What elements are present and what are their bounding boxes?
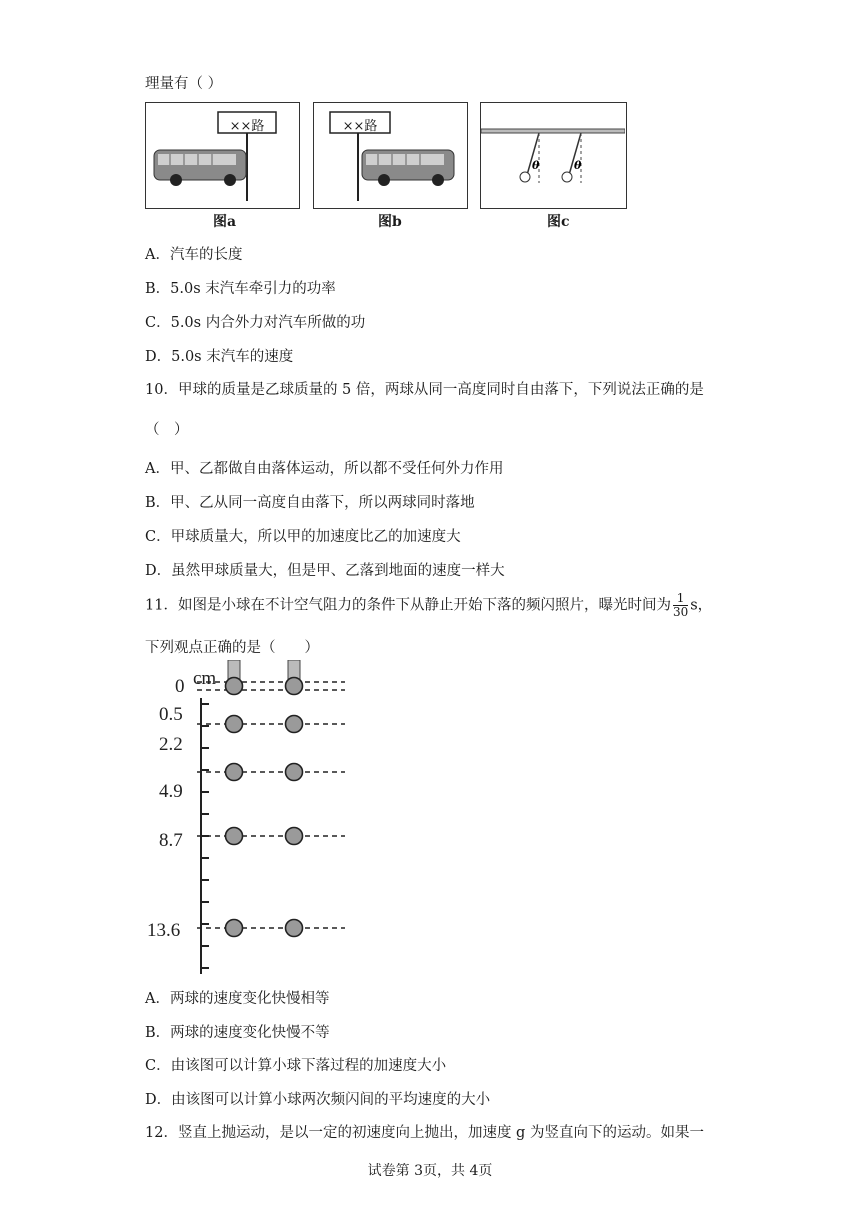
figure-b-caption: 图b [378,214,402,230]
scale-label-2.2: 2.2 [159,734,183,755]
route-sign-label: ××路 [229,119,265,134]
strobe-photo-figure [145,660,355,978]
scale-label-8.7: 8.7 [159,830,183,851]
q11-stem-part2: s， [690,597,713,614]
ball-b-frame-4 [286,920,303,937]
scale-label-0.5: 0.5 [159,704,183,725]
q9-option-d: D．5.0s 末汽车的速度 [145,349,294,365]
pendulum-figure [481,103,625,207]
exposure-fraction [673,592,688,619]
ball-a-frame-2 [226,764,243,781]
question-10-paren: （ ） [145,422,189,438]
theta-label-right: θ [574,159,582,172]
unit-label: cm [193,668,217,689]
figure-c-caption: 图c [547,214,570,230]
q11-option-c: C．由该图可以计算小球下落过程的加速度大小 [145,1058,447,1074]
q10-option-c: C．甲球质量大，所以甲的加速度比乙的加速度大 [145,529,461,545]
fraction-denominator: 30 [672,605,689,619]
figure-a [145,102,300,209]
ball-a-frame-4 [226,920,243,937]
q9-option-a: A．汽车的长度 [145,247,243,263]
strobe-photo-svg [145,660,355,978]
question-11-stem-line2: 下列观点正确的是（ ） [145,640,319,656]
q10-option-a: A．甲、乙都做自由落体运动，所以都不受任何外力作用 [145,461,504,477]
figure-b [313,102,468,209]
question-10-stem: 10．甲球的质量是乙球质量的 5 倍，两球从同一高度同时自由落下，下列说法正确的是 [145,382,704,398]
route-sign-label: ××路 [342,119,378,134]
q11-option-b: B．两球的速度变化快慢不等 [145,1025,330,1041]
ball-b-frame-0 [286,678,303,695]
fraction-numerator: 1 [673,592,688,606]
figure-a-caption: 图a [213,214,237,230]
ball-b-frame-3 [286,828,303,845]
ball-a-frame-0 [226,678,243,695]
q9-option-b: B．5.0s 末汽车牵引力的功率 [145,281,336,297]
q11-option-a: A．两球的速度变化快慢相等 [145,991,330,1007]
q11-option-d: D．由该图可以计算小球两次频闪间的平均速度的大小 [145,1092,491,1108]
q9-option-c: C．5.0s 内合外力对汽车所做的功 [145,315,366,331]
ball-b-frame-1 [286,716,303,733]
scale-label-13.6: 13.6 [147,920,181,941]
scale-label-4.9: 4.9 [159,781,183,802]
page-footer: 试卷第 3页，共 4页 [367,1163,493,1179]
bus-icon [362,150,454,186]
bus-icon [154,150,246,186]
q11-stem-part1: 11．如图是小球在不计空气阻力的条件下从静止开始下落的频闪照片，曝光时间为 [145,597,671,614]
ball-a-frame-1 [226,716,243,733]
question-11-stem [145,592,712,619]
q10-option-d: D．虽然甲球质量大，但是甲、乙落到地面的速度一样大 [145,563,505,579]
question-9-tail: 理量有（ ） [145,76,223,92]
ball-b-frame-2 [286,764,303,781]
scale-label-0: 0 [175,676,185,697]
question-12-stem: 12．竖直上抛运动，是以一定的初速度向上抛出，加速度 g 为竖直向下的运动。如果一 [145,1125,704,1141]
figure-c [480,102,627,209]
q10-option-b: B．甲、乙从同一高度自由落下，所以两球同时落地 [145,495,475,511]
theta-label-left: θ [532,159,540,172]
ball-a-frame-3 [226,828,243,845]
